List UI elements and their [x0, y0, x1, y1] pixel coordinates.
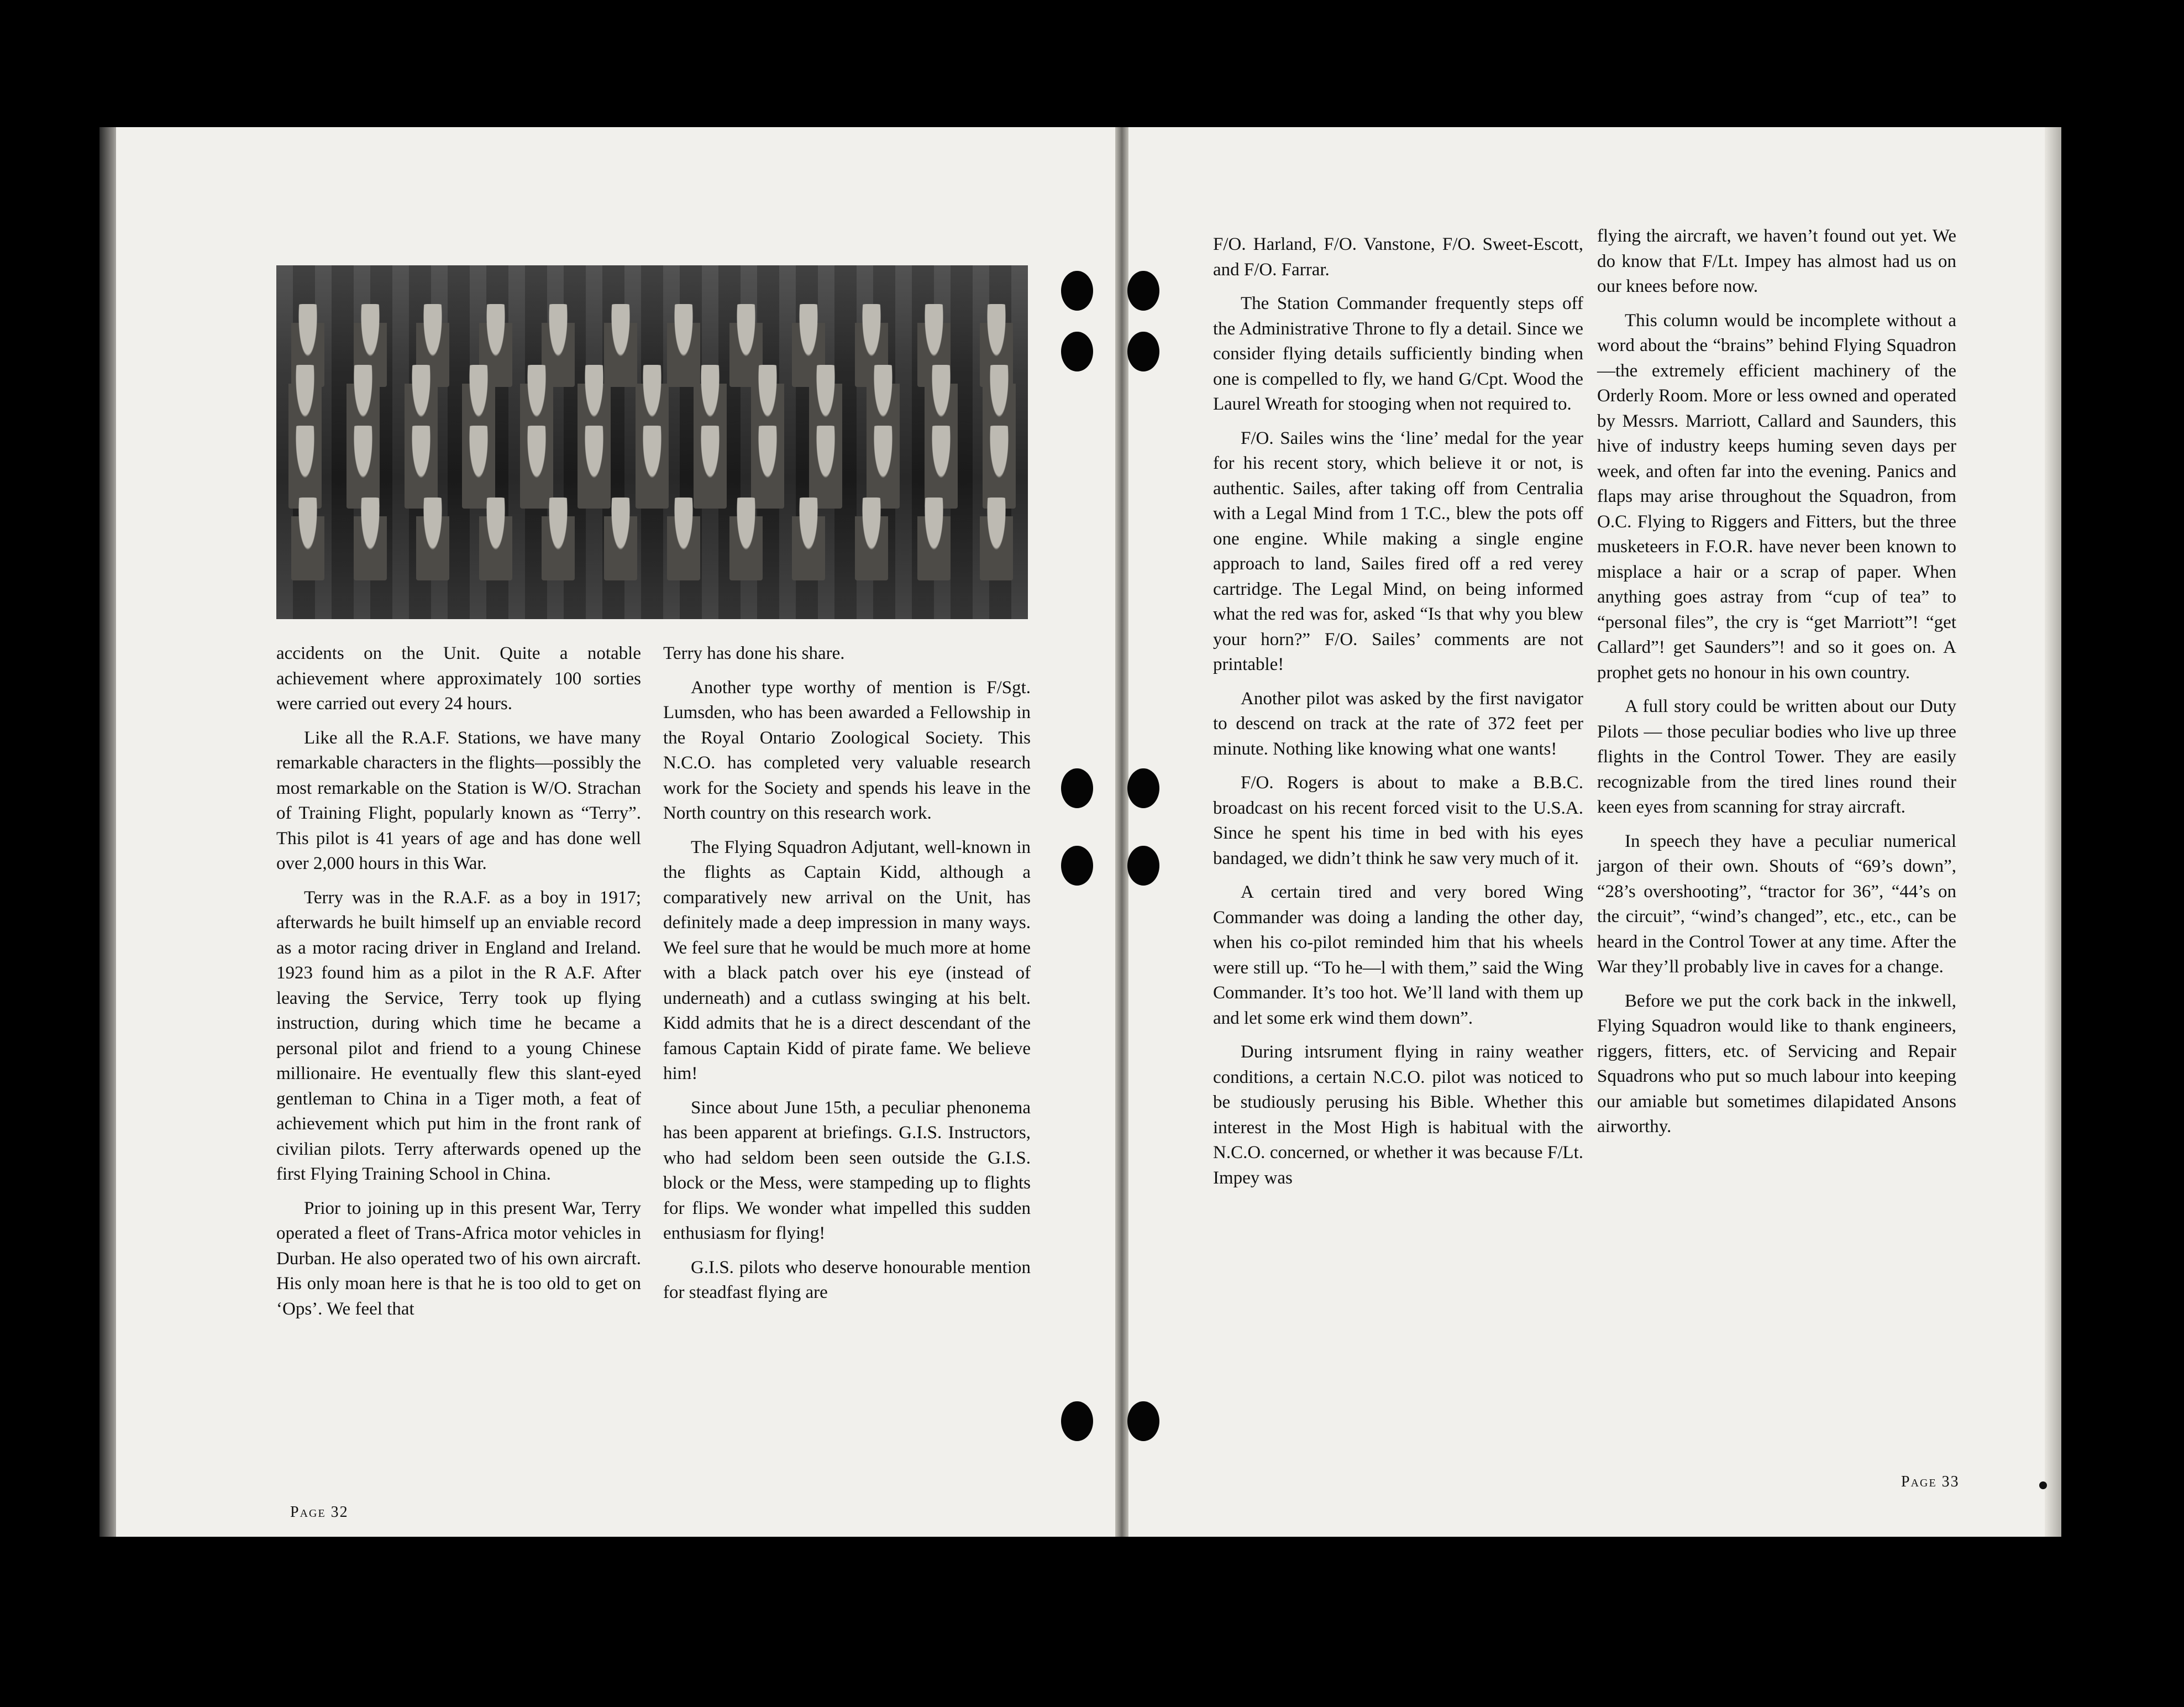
paragraph: Terry has done his share. [663, 643, 845, 663]
paragraph: Before we put the cork back in the inkwell, Flying Squadron would like to thank engineers, riggers, fitters, etc. of Servicing and Repair Squadrons who put so much labour into keeping our amiable but sometimes dilapidated Ansons airworthy. [1597, 991, 1956, 1137]
paragraph: Prior to joining up in this present War, Terry operated a fleet of Trans-Africa motor vehicles in Durban. He also operated two of his own aircraft. His only moan here is that he is too old to get on ‘Ops’. We feel that [276, 1198, 641, 1319]
paragraph: The Station Commander frequently steps off the Administrative Throne to fly a detail. Since we consider flying details sufficiently binding when one is compelled to fly, we hand G/Cpt. Wood the Laurel Wreath for stooging when not required to. [1213, 294, 1583, 414]
binder-hole [1061, 768, 1093, 808]
binder-hole [1127, 768, 1159, 808]
page-number-right: Page 33 [1901, 1473, 1960, 1490]
binder-hole [1127, 271, 1159, 311]
paragraph: flying the aircraft, we haven’t found out yet. We do know that F/Lt. Impey has almost had us on our knees before now. [1597, 226, 1956, 296]
left-page-column-1 [276, 641, 641, 1331]
paragraph: F/O. Harland, F/O. Vanstone, F/O. Sweet-Escott, and F/O. Farrar. [1213, 234, 1583, 280]
binder-hole [1061, 1401, 1093, 1441]
paragraph: Another type worthy of mention is F/Sgt. Lumsden, who has been awarded a Fellowship in the Royal Ontario Zoological Society. This N.C.O. has completed very valuable research work for the Society and spends his leave in the North country on this research work. [663, 677, 1031, 823]
binder-hole [1127, 1401, 1159, 1441]
right-page-column-1 [1213, 232, 1583, 1200]
paragraph: In speech they have a peculiar numerical jargon of their own. Shouts of “69’s down”, “28’s overshooting”, “tractor for 36”, “44’s on the circuit”, “wind’s changed”, etc., etc., can be heard in the Control Tower at any time. After the War they’ll probably live in caves for a change. [1597, 831, 1956, 977]
right-page-column-2 [1597, 224, 1956, 1149]
paragraph: F/O. Rogers is about to make a B.B.C. broadcast on his recent forced visit to the U.S.A. Since he spent his time in bed with his eyes bandaged, we didn’t think he saw very much of it. [1213, 773, 1583, 868]
paragraph: G.I.S. pilots who deserve honourable mention for steadfast flying are [663, 1257, 1031, 1302]
paragraph: accidents on the Unit. Quite a notable achievement where approximately 100 sorties were carried out every 24 hours. [276, 643, 641, 714]
page-number-left: Page 32 [290, 1504, 349, 1521]
paragraph: A full story could be written about our Duty Pilots — those peculiar bodies who live up three flights in the Control Tower. They are easily recognizable from the tired lines round their keen eyes from scanning for stray aircraft. [1597, 697, 1956, 817]
paragraph: This column would be incomplete without a word about the “brains” behind Flying Squadron—the extremely efficient machinery of the Orderly Room. More or less owned and operated by Messrs. Marriott, Callard and Saunders, this hive of industry keeps huming seven days per week, and often far into the evening. Panics and flaps may arise throughout the Squadron, from O.C. Flying to Riggers and Fitters, but the three musketeers in F.O.R. have never been known to misplace a hair or a scrap of paper. When anything goes astray from “cup of tea” to “personal files”, the cry is “get Marriott”! “get Callard”! get Saunders”! and so it goes on. A prophet gets no honour in his own country. [1597, 310, 1956, 683]
right-page-edges [2045, 127, 2061, 1537]
binder-hole [1127, 332, 1159, 371]
binder-hole [1061, 332, 1093, 371]
paragraph: Like all the R.A.F. Stations, we have many remarkable characters in the flights—possibly the most remarkable on the Station is W/O. Strachan of Training Flight, popularly known as “Terry”. This pilot is 41 years of age and has done well over 2,000 hours in this War. [276, 727, 641, 873]
paragraph: Another pilot was asked by the first navigator to descend on track at the rate of 372 feet per minute. Nothing like knowing what one wants! [1213, 688, 1583, 759]
paragraph: F/O. Sailes wins the ‘line’ medal for the year for his recent story, which believe it or not, is authentic. Sailes, after taking off from Centralia with a Legal Mind from 1 T.C., blew the pots off one engine. While making a single engine approach to land, Sailes fired off a red verey cartridge. The Legal Mind, on being informed what the red was for, asked “Is that why you blew your horn?” F/O. Sailes’ comments are not printable! [1213, 428, 1583, 674]
group-photograph [276, 265, 1028, 619]
binder-hole [1061, 271, 1093, 311]
book-gutter [1115, 127, 1128, 1537]
binder-hole [1127, 846, 1159, 886]
ink-speck [2039, 1481, 2047, 1489]
paragraph: Since about June 15th, a peculiar phenonema has been apparent at briefings. G.I.S. Instructors, who had seldom been seen outside the G.I.S. block or the Mess, were stampeding up to flights for flips. We wonder what impelled this sudden enthusiasm for flying! [663, 1097, 1031, 1243]
binder-hole [1061, 846, 1093, 886]
left-page-column-2 [663, 641, 1031, 1315]
paragraph: The Flying Squadron Adjutant, well-known in the flights as Captain Kidd, although a comparatively new arrival on the Unit, has definitely made a deep impression in many ways. We feel sure that he would be much more at home with a black patch over his eye (instead of underneath) and a cutlass swinging at his belt. Kidd admits that he is a direct descendant of the famous Captain Kidd of pirate fame. We believe him! [663, 837, 1031, 1083]
paragraph: A certain tired and very bored Wing Commander was doing a landing the other day, when his co-pilot reminded him that his wheels were still up. “To he—l with them,” said the Wing Commander. It’s too hot. We’ll land with them up and let some erk wind them down”. [1213, 882, 1583, 1028]
paragraph: Terry was in the R.A.F. as a boy in 1917; afterwards he built himself up an enviable record as a motor racing driver in England and Ireland. 1923 found him as a pilot in the R A.F. After leaving the Service, Terry took up flying instruction, during which time he became a personal pilot and friend to a young Chinese millionaire. He eventually flew this slant-eyed gentleman to China in a Tiger moth, a feat of achievement which put him in the front rank of civilian pilots. Terry afterwards opened up the first Flying Training School in China. [276, 887, 641, 1184]
paragraph: During intsrument flying in rainy weather conditions, a certain N.C.O. pilot was noticed to be studiously perusing his Bible. Whether this interest in the Most High is habitual with the N.C.O. concerned, or whether it was because F/Lt. Impey was [1213, 1042, 1583, 1188]
